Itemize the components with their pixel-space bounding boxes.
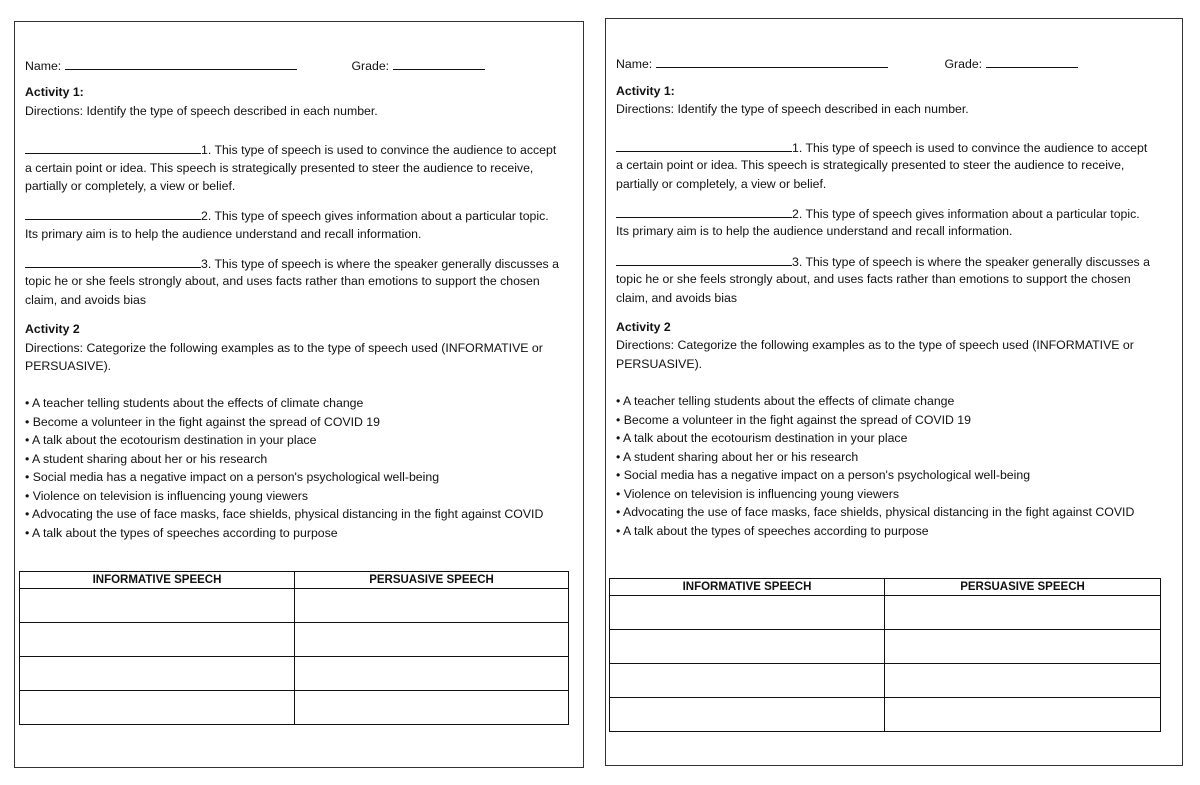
example-item: • A student sharing about her or his research: [616, 450, 859, 464]
item1-line3: partially or completely, a view or belief.: [616, 177, 827, 191]
item3-line2: topic he or she feels strongly about, and uses facts rather than emotions to support the chosen: [616, 272, 1131, 286]
item2-text: 2. This type of speech gives information about a particular topic.: [792, 207, 1140, 221]
example-item: • Violence on television is influencing young viewers: [25, 489, 308, 503]
grade-blank[interactable]: [986, 56, 1078, 68]
example-item: • Become a volunteer in the fight against the spread of COVID 19: [616, 413, 971, 427]
worksheet-right: [605, 18, 1183, 766]
persuasive-cell[interactable]: [295, 691, 569, 725]
item3-line2: topic he or she feels strongly about, and uses facts rather than emotions to support the chosen: [25, 274, 540, 288]
example-item: • Advocating the use of face masks, face shields, physical distancing in the fight against COVID: [616, 505, 1135, 519]
activity1-directions: Directions: Identify the type of speech described in each number.: [616, 102, 969, 116]
activity1-title: Activity 1:: [25, 85, 84, 99]
item3-text: 3. This type of speech is where the speaker generally discusses a: [201, 257, 559, 271]
activity2-title: Activity 2: [25, 322, 80, 336]
table-header-persuasive: PERSUASIVE SPEECH: [885, 579, 1161, 596]
item1-blank[interactable]: [616, 140, 792, 152]
item3-text: 3. This type of speech is where the speaker generally discusses a: [792, 255, 1150, 269]
item2-line1: [25, 208, 549, 224]
name-blank[interactable]: [656, 56, 888, 68]
grade-label: Grade:: [351, 59, 390, 73]
persuasive-cell[interactable]: [885, 664, 1161, 698]
item2-line1: [616, 206, 1140, 222]
item2-blank[interactable]: [616, 206, 792, 218]
item1-blank[interactable]: [25, 142, 201, 154]
name-blank[interactable]: [65, 58, 297, 70]
informative-cell[interactable]: [610, 596, 885, 630]
persuasive-cell[interactable]: [885, 596, 1161, 630]
persuasive-cell[interactable]: [885, 630, 1161, 664]
activity2-directions-line1: Directions: Categorize the following examples as to the type of speech used (INFORMATIVE or: [25, 341, 543, 355]
example-item: • A teacher telling students about the effects of climate change: [616, 394, 955, 408]
item2-line2: Its primary aim is to help the audience understand and recall information.: [25, 227, 422, 241]
grade-label: Grade:: [944, 57, 983, 71]
persuasive-cell[interactable]: [295, 589, 569, 623]
example-item: • Advocating the use of face masks, face shields, physical distancing in the fight against COVID: [25, 507, 544, 521]
item1-line2: a certain point or idea. This speech is strategically presented to steer the audience to receive,: [616, 158, 1125, 172]
activity1-directions: Directions: Identify the type of speech described in each number.: [25, 104, 378, 118]
persuasive-cell[interactable]: [295, 623, 569, 657]
item2-blank[interactable]: [25, 208, 201, 220]
activity2-title: Activity 2: [616, 320, 671, 334]
table-header-informative: INFORMATIVE SPEECH: [20, 572, 295, 589]
activity2-directions-line1: Directions: Categorize the following examples as to the type of speech used (INFORMATIVE or: [616, 338, 1134, 352]
item3-line3: claim, and avoids bias: [25, 293, 146, 307]
table-header-persuasive: PERSUASIVE SPEECH: [295, 572, 569, 589]
name-grade-row: [25, 58, 485, 74]
persuasive-cell[interactable]: [295, 657, 569, 691]
item3-blank[interactable]: [616, 254, 792, 266]
activity2-directions-line2: PERSUASIVE).: [616, 357, 703, 371]
item1-line1: [25, 142, 556, 158]
example-item: • Become a volunteer in the fight against the spread of COVID 19: [25, 415, 380, 429]
informative-cell[interactable]: [20, 589, 295, 623]
informative-cell[interactable]: [610, 698, 885, 732]
item3-blank[interactable]: [25, 256, 201, 268]
name-label: Name:: [25, 59, 62, 73]
example-item: • A talk about the types of speeches according to purpose: [616, 524, 929, 538]
persuasive-cell[interactable]: [885, 698, 1161, 732]
example-item: • A talk about the ecotourism destination in your place: [25, 433, 317, 447]
informative-cell[interactable]: [610, 664, 885, 698]
example-item: • Social media has a negative impact on a person's psychological well-being: [25, 470, 440, 484]
item2-text: 2. This type of speech gives information about a particular topic.: [201, 209, 549, 223]
example-item: • A teacher telling students about the effects of climate change: [25, 396, 364, 410]
activity1-title: Activity 1:: [616, 84, 675, 98]
table-header-informative: INFORMATIVE SPEECH: [610, 579, 885, 596]
example-item: • A talk about the ecotourism destination in your place: [616, 431, 908, 445]
item1-text: 1. This type of speech is used to convince the audience to accept: [792, 141, 1148, 155]
informative-cell[interactable]: [20, 657, 295, 691]
grade-blank[interactable]: [393, 58, 485, 70]
item3-line1: [616, 254, 1150, 270]
item1-line1: [616, 140, 1147, 156]
worksheet-left: [14, 21, 584, 768]
item3-line3: claim, and avoids bias: [616, 291, 737, 305]
activity2-directions-line2: PERSUASIVE).: [25, 359, 112, 373]
example-item: • A talk about the types of speeches according to purpose: [25, 526, 338, 540]
example-item: • Violence on television is influencing young viewers: [616, 487, 899, 501]
example-item: • A student sharing about her or his research: [25, 452, 268, 466]
name-label: Name:: [616, 57, 653, 71]
informative-cell[interactable]: [610, 630, 885, 664]
item1-line2: a certain point or idea. This speech is strategically presented to steer the audience to receive,: [25, 161, 534, 175]
informative-cell[interactable]: [20, 691, 295, 725]
item2-line2: Its primary aim is to help the audience understand and recall information.: [616, 224, 1013, 238]
name-grade-row: [616, 56, 1078, 72]
item1-line3: partially or completely, a view or belief.: [25, 179, 236, 193]
speech-table: [19, 571, 569, 725]
example-item: • Social media has a negative impact on a person's psychological well-being: [616, 468, 1031, 482]
item1-text: 1. This type of speech is used to convince the audience to accept: [201, 143, 557, 157]
item3-line1: [25, 256, 559, 272]
speech-table: [609, 578, 1161, 732]
informative-cell[interactable]: [20, 623, 295, 657]
